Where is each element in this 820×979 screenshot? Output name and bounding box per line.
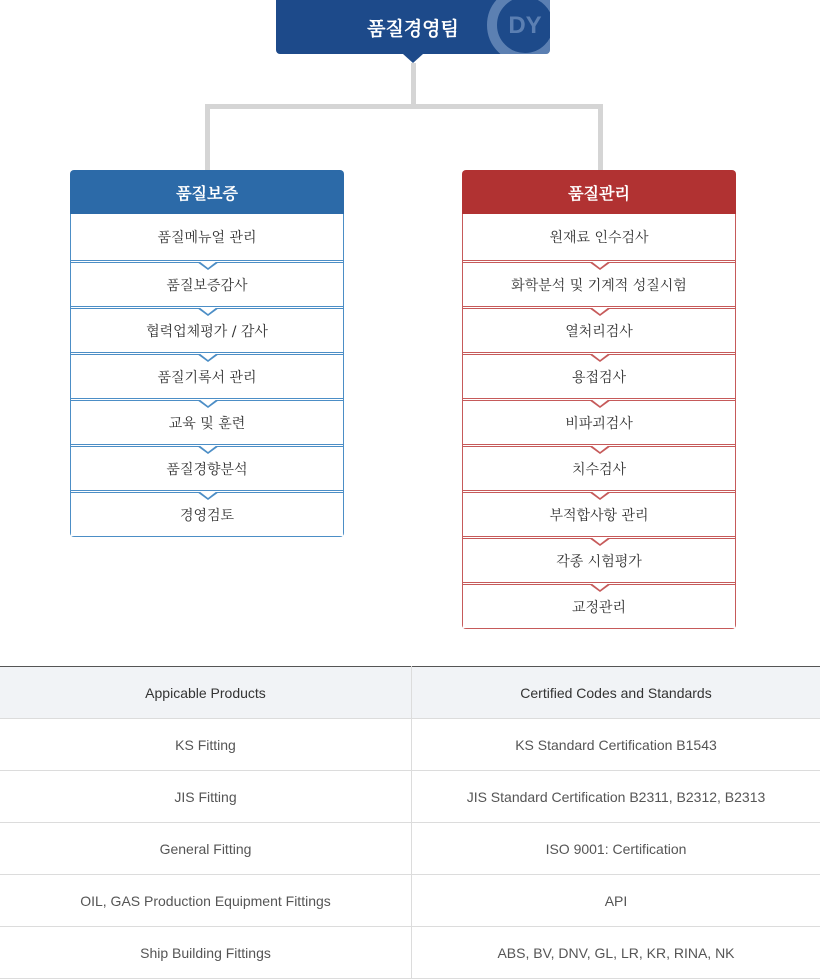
table-cell: General Fitting bbox=[0, 823, 412, 875]
table-cell: JIS Fitting bbox=[0, 771, 412, 823]
top-pointer bbox=[403, 54, 423, 63]
table-row bbox=[0, 875, 820, 927]
list-item: 치수검사 bbox=[463, 444, 735, 490]
list-item: 품질경향분석 bbox=[71, 444, 343, 490]
list-item: 교육 및 훈련 bbox=[71, 398, 343, 444]
connector-right-drop bbox=[598, 104, 603, 170]
quality-assurance-title: 품질보증 bbox=[176, 181, 238, 204]
list-item: 용접검사 bbox=[463, 352, 735, 398]
connector-vertical-top bbox=[411, 63, 416, 108]
list-item: 품질메뉴얼 관리 bbox=[71, 214, 343, 260]
table-cell: Ship Building Fittings bbox=[0, 927, 412, 979]
table-cell: OIL, GAS Production Equipment Fittings bbox=[0, 875, 412, 927]
list-item: 원재료 인수검사 bbox=[463, 214, 735, 260]
table-cell: API bbox=[412, 875, 820, 927]
table-cell: ISO 9001: Certification bbox=[412, 823, 820, 875]
quality-assurance-column bbox=[70, 170, 344, 537]
quality-control-header bbox=[462, 170, 736, 214]
list-item: 교정관리 bbox=[463, 582, 735, 628]
list-item: 경영검토 bbox=[71, 490, 343, 536]
quality-assurance-header bbox=[70, 170, 344, 214]
table-row bbox=[0, 823, 820, 875]
org-top-node bbox=[276, 0, 550, 54]
org-top-title: 품질경영팀 bbox=[367, 14, 459, 41]
table-row bbox=[0, 927, 820, 979]
certification-table bbox=[0, 666, 820, 979]
table-cell: JIS Standard Certification B2311, B2312, B2313 bbox=[412, 771, 820, 823]
list-item: 품질보증감사 bbox=[71, 260, 343, 306]
quality-control-list bbox=[462, 214, 736, 629]
svg-text:DY: DY bbox=[508, 12, 541, 39]
column-header-standards: Certified Codes and Standards bbox=[412, 667, 820, 719]
dy-logo-icon bbox=[486, 0, 550, 54]
list-item: 열처리검사 bbox=[463, 306, 735, 352]
connector-left-drop bbox=[205, 104, 210, 170]
column-header-products: Appicable Products bbox=[0, 667, 412, 719]
table-cell: ABS, BV, DNV, GL, LR, KR, RINA, NK bbox=[412, 927, 820, 979]
quality-control-column bbox=[462, 170, 736, 629]
list-item: 화학분석 및 기계적 성질시험 bbox=[463, 260, 735, 306]
table-row bbox=[0, 771, 820, 823]
connector-horizontal bbox=[205, 104, 603, 109]
table-row bbox=[0, 719, 820, 771]
list-item: 협력업체평가 / 감사 bbox=[71, 306, 343, 352]
table-cell: KS Standard Certification B1543 bbox=[412, 719, 820, 771]
table-cell: KS Fitting bbox=[0, 719, 412, 771]
quality-control-title: 품질관리 bbox=[568, 181, 630, 204]
list-item: 품질기록서 관리 bbox=[71, 352, 343, 398]
quality-assurance-list bbox=[70, 214, 344, 537]
table-header-row bbox=[0, 667, 820, 719]
list-item: 부적합사항 관리 bbox=[463, 490, 735, 536]
list-item: 비파괴검사 bbox=[463, 398, 735, 444]
list-item: 각종 시험평가 bbox=[463, 536, 735, 582]
